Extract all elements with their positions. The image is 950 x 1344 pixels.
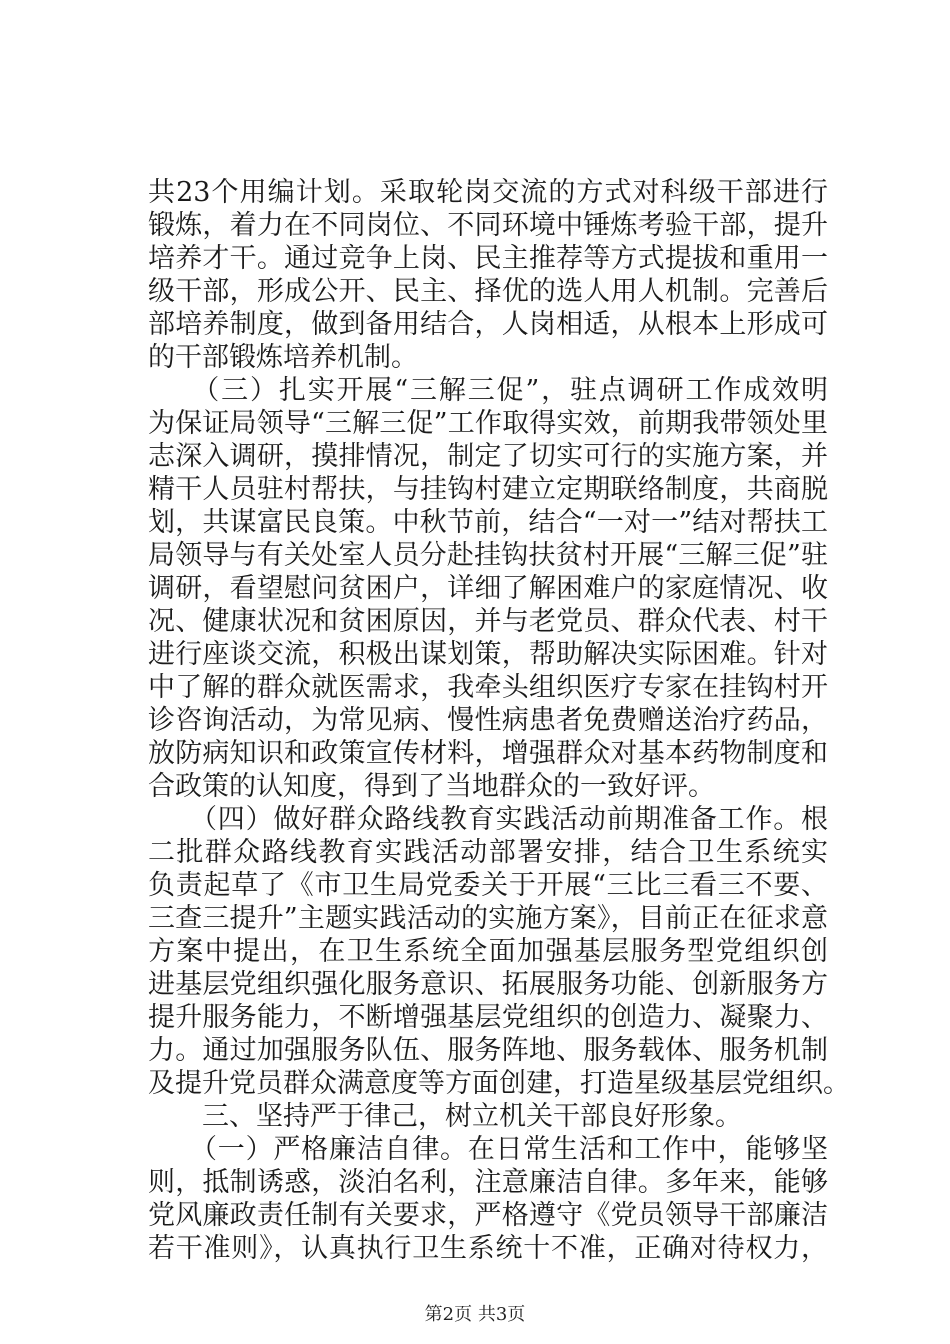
text-line: （三）扎实开展“三解三促”，驻点调研工作成效明 xyxy=(205,375,828,406)
text-line: 三查三提升”主题实践活动的实施方案》，目前正在征求意 xyxy=(148,903,828,934)
text-line: 志深入调研，摸排情况，制定了切实可行的实施方案，并 xyxy=(148,441,828,472)
text-line: 方案中提出，在卫生系统全面加强基层服务型党组织创 xyxy=(148,936,828,967)
body-text xyxy=(148,176,850,1265)
text-line: 二批群众路线教育实践活动部署安排，结合卫生系统实 xyxy=(148,837,828,868)
text-line: 三、坚持严于律己，树立机关干部良好形象。 xyxy=(148,1101,742,1132)
text-line: 进基层党组织强化服务意识、拓展服务功能、创新服务方 xyxy=(148,969,828,1000)
text-line: 精干人员驻村帮扶，与挂钩村建立定期联络制度，共商脱 xyxy=(148,474,828,505)
text-line: 级干部，形成公开、民主、择优的选人用人机制。完善后 xyxy=(148,276,828,307)
text-line: 放防病知识和政策宣传材料，增强群众对基本药物制度和 xyxy=(148,738,828,769)
text-line: 划，共谋富民良策。中秋节前，结合“一对一”结对帮扶工 xyxy=(148,507,828,538)
text-line: 培养才干。通过竞争上岗、民主推荐等方式提拔和重用一 xyxy=(148,243,828,274)
text-line: 锻炼，着力在不同岗位、不同环境中锤炼考验干部，提升 xyxy=(148,210,828,241)
text-line: 若干准则》，认真执行卫生系统十不准，正确对待权力， xyxy=(148,1233,828,1264)
text-line: 及提升党员群众满意度等方面创建，打造星级基层党组织。 xyxy=(148,1068,850,1099)
text-line: 提升服务能力，不断增强基层党组织的创造力、凝聚力、 xyxy=(148,1002,828,1033)
text-line: 为保证局领导“三解三促”工作取得实效，前期我带领处里 xyxy=(148,408,828,439)
text-line: 负责起草了《市卫生局党委关于开展“三比三看三不要、 xyxy=(148,870,828,901)
text-line: 进行座谈交流，积极出谋划策，帮助解决实际困难。针对 xyxy=(148,639,828,670)
text-line: 党风廉政责任制有关要求，严格遵守《党员领导干部廉洁 xyxy=(148,1200,828,1231)
text-line: （四）做好群众路线教育实践活动前期准备工作。根 xyxy=(203,804,828,835)
text-line: 中了解的群众就医需求，我牵头组织医疗专家在挂钩村开 xyxy=(148,672,828,703)
text-line: 的干部锻炼培养机制。 xyxy=(148,342,418,373)
text-line: 诊咨询活动，为常见病、慢性病患者免费赠送治疗药品， xyxy=(148,705,828,736)
text-line: 共23个用编计划。采取轮岗交流的方式对科级干部进行 xyxy=(148,177,828,208)
text-line: 局领导与有关处室人员分赴挂钩扶贫村开展“三解三促”驻 xyxy=(148,540,828,571)
text-line: 则，抵制诱惑，淡泊名利，注意廉洁自律。多年来，能够 xyxy=(148,1167,828,1198)
text-line: 况、健康状况和贫困原因，并与老党员、群众代表、村干 xyxy=(148,606,828,637)
page-footer: 第2页 共3页 xyxy=(424,1304,526,1325)
text-line: （一）严格廉洁自律。在日常生活和工作中，能够坚 xyxy=(203,1134,828,1165)
text-line: 调研，看望慰问贫困户，详细了解困难户的家庭情况、收 xyxy=(148,573,828,604)
text-line: 力。通过加强服务队伍、服务阵地、服务载体、服务机制 xyxy=(148,1035,828,1066)
text-line: 合政策的认知度，得到了当地群众的一致好评。 xyxy=(148,771,715,802)
text-line: 部培养制度，做到备用结合，人岗相适，从根本上形成可 xyxy=(148,309,828,340)
